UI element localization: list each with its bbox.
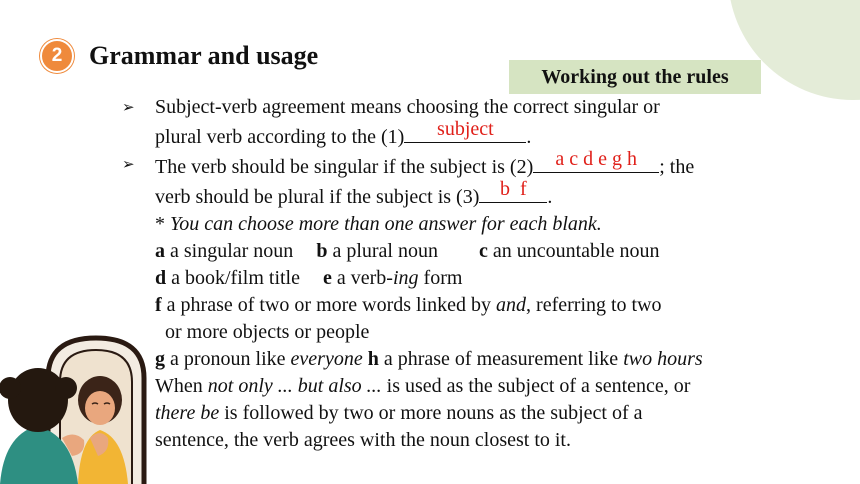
text-line: The verb should be singular if the subject is (2) a c d e g h ; the (155, 148, 695, 178)
text-line: When not only ... but also ... is used as the subject of a sentence, or (155, 375, 691, 397)
answer-text: b f (500, 178, 527, 200)
option-line: f a phrase of two or more words linked by and, referring to two (155, 294, 662, 316)
text-line: Subject-verb agreement means choosing the correct singular or (155, 96, 660, 118)
section-number-badge: 2 (40, 39, 74, 73)
bullet-item (122, 148, 852, 211)
bullet-item (122, 373, 852, 454)
answer-blank-2[interactable] (533, 148, 659, 173)
option-line: g a pronoun like everyone h a phrase of measurement like two hours (155, 348, 703, 370)
bullet-text (155, 94, 852, 151)
girl-mirror-illustration (0, 318, 160, 484)
working-out-rules-label: Working out the rules (509, 60, 761, 94)
text-line: sentence, the verb agrees with the noun closest to it. (155, 429, 571, 451)
answer-blank-1[interactable] (404, 118, 526, 143)
text-line: plural verb according to the (1) subject . (155, 118, 532, 148)
arrow-bullet-icon: ➢ (122, 155, 135, 173)
answer-blank-3[interactable] (479, 178, 547, 203)
text-line: there be is followed by two or more nouns as the subject of a (155, 402, 643, 424)
section-title: Grammar and usage (89, 41, 319, 70)
answer-text: a c d e g h (555, 148, 638, 170)
answer-text: subject (437, 118, 494, 140)
bullet-text (155, 148, 852, 211)
option-line: or more objects or people (165, 321, 370, 343)
option-line: d a book/film title e a verb-ing form (155, 267, 463, 289)
bullet-item (122, 94, 852, 151)
text-line: verb should be plural if the subject is (3) b f . (155, 178, 553, 208)
bullet-text (155, 373, 852, 454)
arrow-bullet-icon: ➢ (122, 98, 135, 116)
rules-content (122, 94, 852, 454)
option-line: a a singular noun b a plural noun c an uncountable noun (155, 240, 660, 262)
note-line: * You can choose more than one answer for each blank. (155, 213, 602, 235)
